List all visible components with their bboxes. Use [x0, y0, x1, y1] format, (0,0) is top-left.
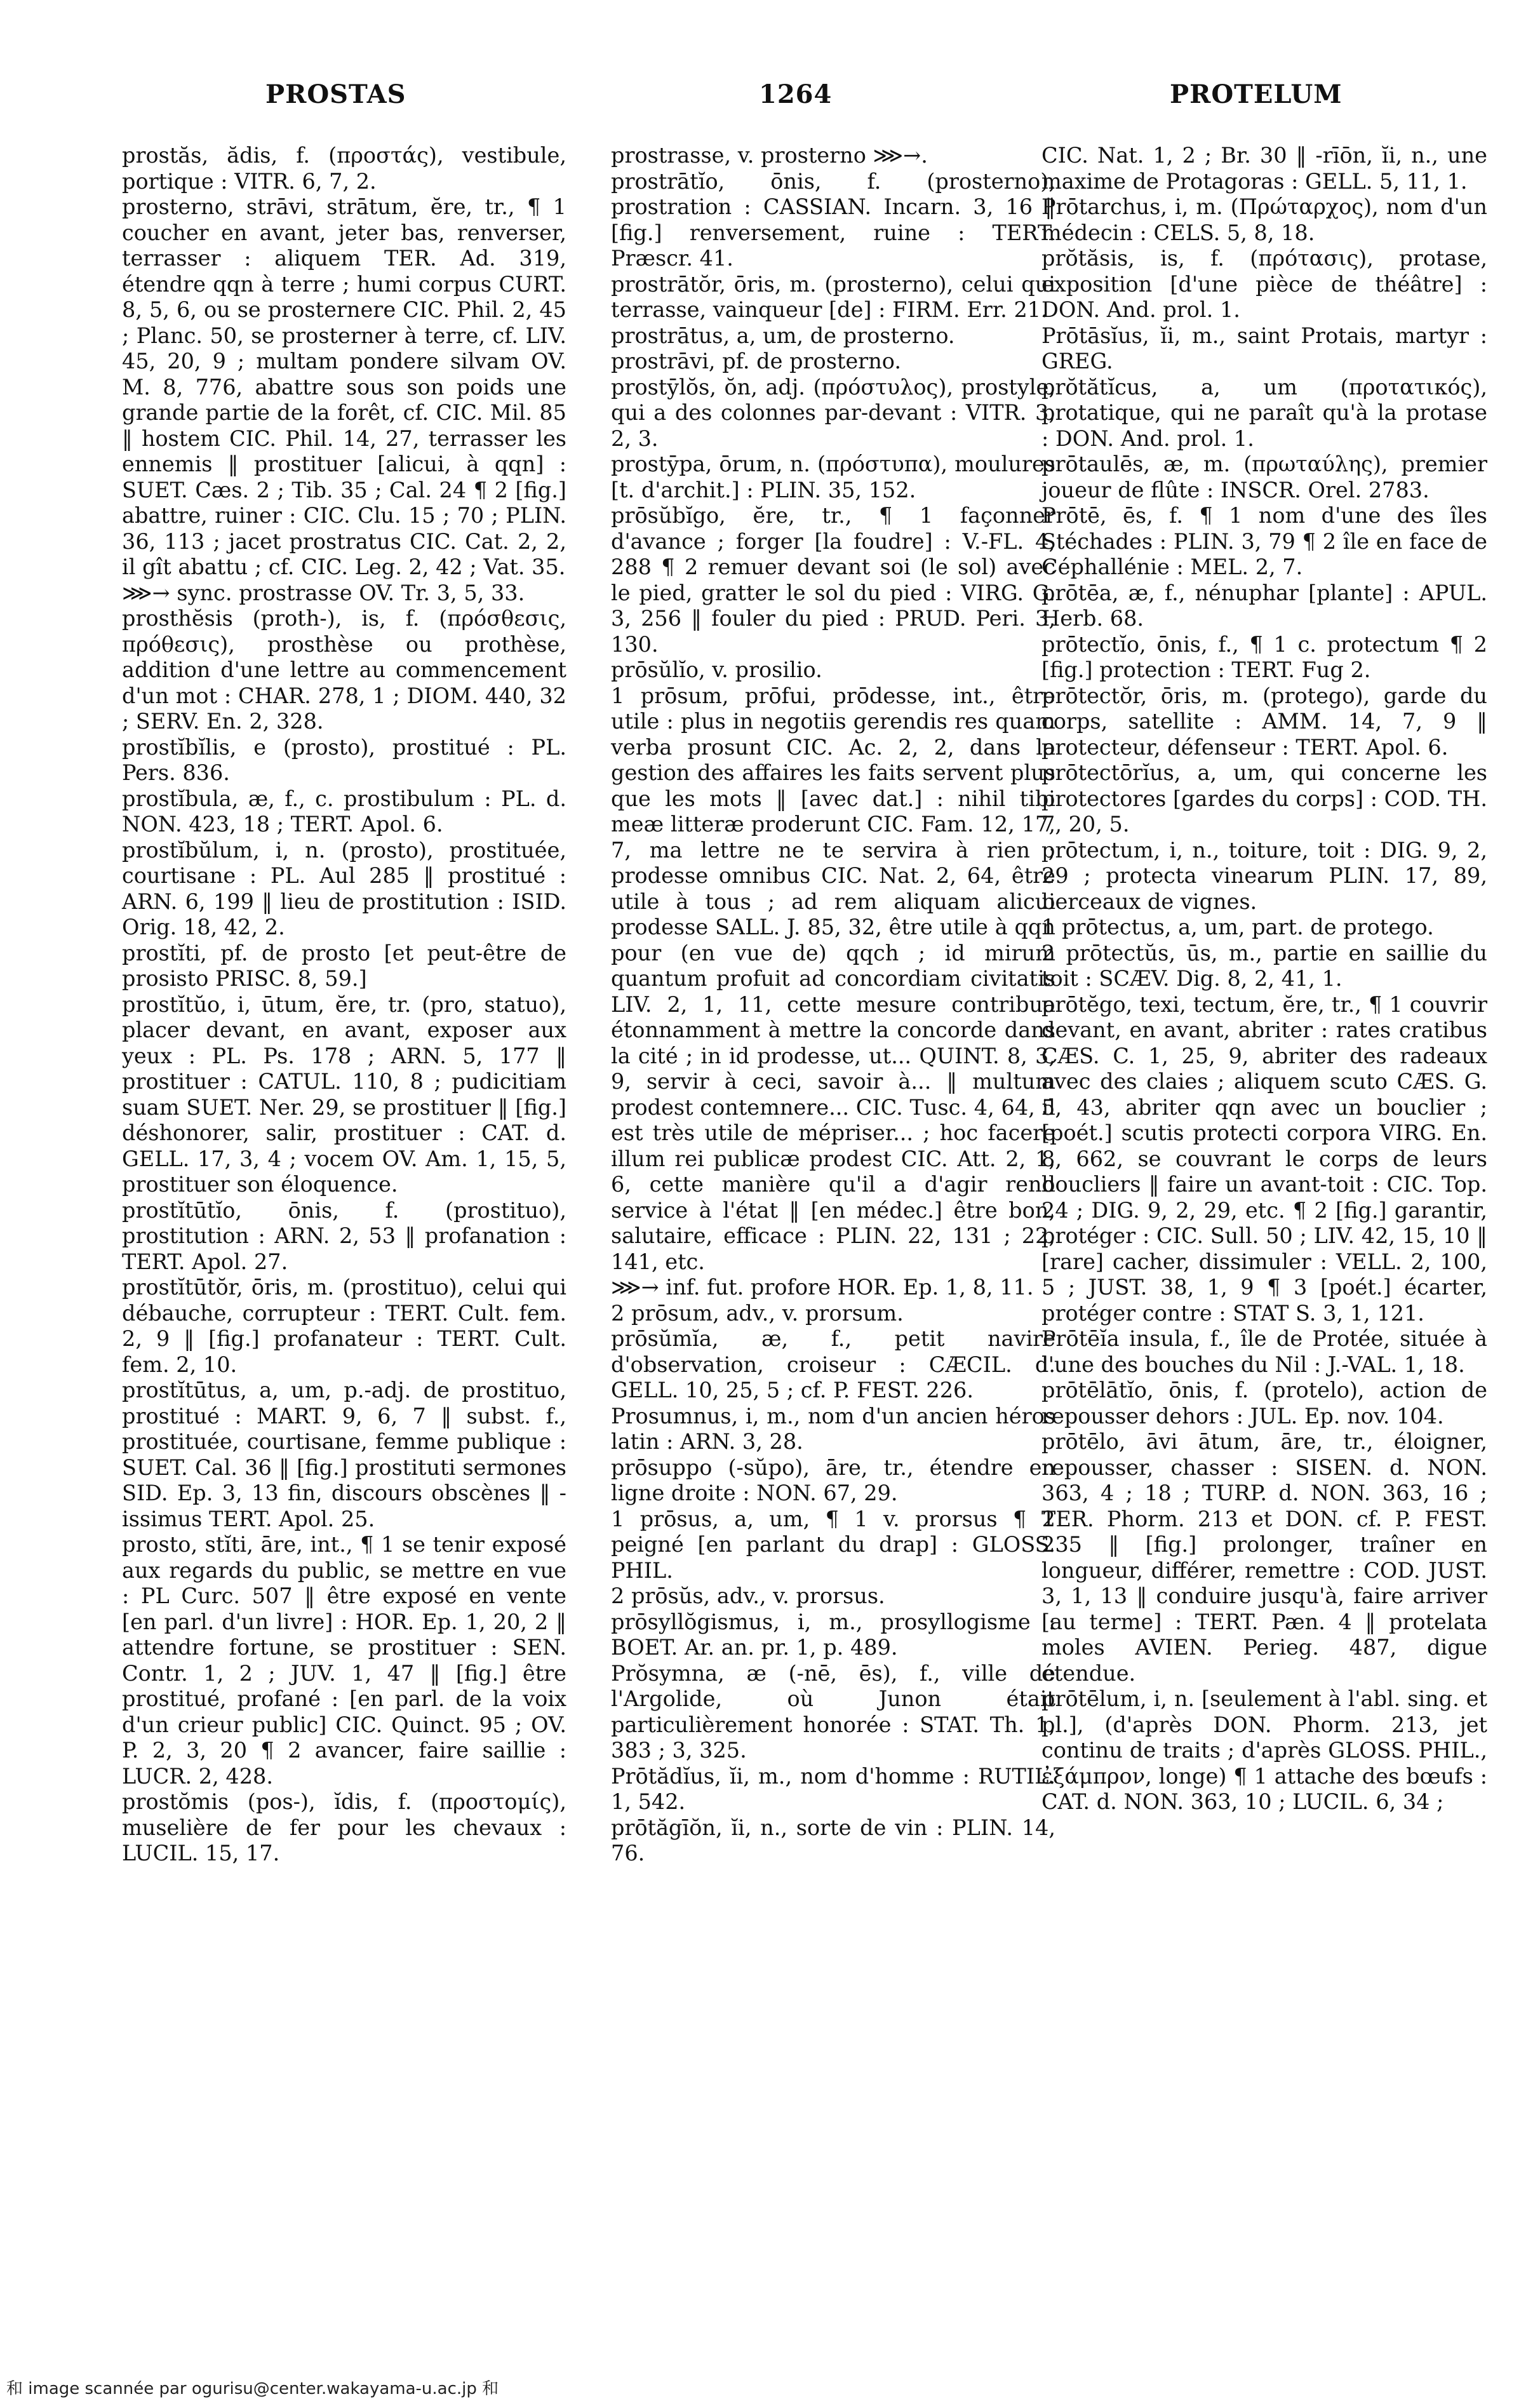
- dictionary-entry: prōtectŏr, ōris, m. (protego), garde du corps, satellite : AMM. 14, 7, 9 ‖ protecteur, défenseur : TERT. Apol. 6.: [1041, 683, 1487, 760]
- dictionary-entry: prostrātŏr, ōris, m. (prosterno), celui qui terrasse, vainqueur [de] : FIRM. Err. 21.: [611, 271, 1055, 322]
- dictionary-entry: 2 prōtectŭs, ūs, m., partie en saillie du toit : SCÆV. Dig. 8, 2, 41, 1.: [1041, 940, 1487, 991]
- dictionary-entry: prōsŭlĭo, v. prosilio.: [611, 657, 822, 682]
- column-middle: [611, 143, 1055, 1867]
- dictionary-entry: prostrasse, v. prosterno ⋙→.: [611, 143, 928, 168]
- dictionary-entry: prōtăgīŏn, ĭi, n., sorte de vin : PLIN. 14, 76.: [611, 1815, 1055, 1865]
- dictionary-entry: prōtectōrĭus, a, um, qui concerne les protectores [gardes du corps] : COD. TH. 7, 20, 5.: [1041, 760, 1487, 837]
- dictionary-entry: prostĭtūtĭo, ōnis, f. (prostituo), prostitution : ARN. 2, 53 ‖ profanation : TERT. Apol. 27.: [122, 1197, 566, 1274]
- dictionary-entry: ⋙→ inf. fut. profore HOR. Ep. 1, 8, 11.: [611, 1275, 1034, 1300]
- dictionary-entry: prōtēa, æ, f., nénuphar [plante] : APUL. Herb. 68.: [1041, 580, 1487, 631]
- dictionary-entry: 2 prōsum, adv., v. prorsum.: [611, 1300, 904, 1326]
- dictionary-entry: prostĭtūtus, a, um, p.-adj. de prostituo, prostitué : MART. 9, 6, 7 ‖ subst. f., prostituée, courtisane, femme publique : SUET. Cal. 36 ‖ [fig.] prostituti sermones SID. Ep. 3, 13 fin, discours obscènes ‖ -issimus TERT. Apol. 25.: [122, 1378, 566, 1531]
- dictionary-entry: prōsŭmĭa, æ, f., petit navire d'observation, croiseur : CÆCIL. d. GELL. 10, 25, 5 ; cf. P. FEST. 226.: [611, 1326, 1055, 1402]
- running-head-first-word: PROSTAS: [265, 79, 406, 109]
- dictionary-entry: prostrāvi, pf. de prosterno.: [611, 349, 901, 373]
- dictionary-entry: Prōtāsĭus, ĭi, m., saint Protais, martyr : GREG.: [1041, 323, 1487, 373]
- dictionary-entry: Prōtădĭus, ĭi, m., nom d'homme : RUTIL. 1, 542.: [611, 1763, 1055, 1814]
- dictionary-entry: prostĭtŭo, i, ūtum, ĕre, tr. (pro, statuo), placer devant, en avant, exposer aux yeux : PL. Ps. 178 ; ARN. 5, 177 ‖ prostituer : CATUL. 110, 8 ; pudicitiam suam SUET. Ner. 29, se prostituer ‖ [fig.] déshonorer, salir, prostituer : CAT. d. GELL. 17, 3, 4 ; vocem OV. Am. 1, 15, 5, prostituer son éloquence.: [122, 991, 566, 1197]
- dictionary-entry: CIC. Nat. 1, 2 ; Br. 30 ‖ -rīōn, ĭi, n., une maxime de Protagoras : GELL. 5, 11, 1.: [1041, 143, 1487, 194]
- dictionary-entry: prostăs, ădis, f. (προστάς), vestibule, portique : VITR. 6, 7, 2.: [122, 143, 566, 194]
- dictionary-entry: prōsŭbĭgo, ĕre, tr., ¶ 1 façonner d'avance ; forger [la foudre] : V.-FL. 4, 288 ¶ 2 remuer devant soi (le sol) avec le pied, gratter le sol du pied : VIRG. G. 3, 256 ‖ fouler du pied : PRUD. Peri. 3, 130.: [611, 503, 1055, 657]
- dictionary-entry: prostȳlŏs, ŏn, adj. (πρόστυλος), prostyle, qui a des colonnes par-devant : VITR. 3, 2, 3.: [611, 374, 1055, 451]
- dictionary-entry: 2 prōsŭs, adv., v. prorsus.: [611, 1583, 885, 1608]
- dictionary-entry: prōtaulēs, æ, m. (πρωταύλης), premier joueur de flûte : INSCR. Orel. 2783.: [1041, 452, 1487, 502]
- dictionary-entry: 1 prōsum, prōfui, prōdesse, int., être utile : plus in negotiis gerendis res quam verba prosunt CIC. Ac. 2, 2, dans la gestion des affaires les faits servent plus que les mots ‖ [avec dat.] : nihil tibi meæ litteræ proderunt CIC. Fam. 12, 17, 7, ma lettre ne te servira à rien ; prodesse omnibus CIC. Nat. 2, 64, être utile à tous ; ad rem aliquam alicui prodesse SALL. J. 85, 32, être utile à qqn pour (en vue de) qqch ; id mirum quantum profuit ad concordiam civitatis LIV. 2, 1, 11, cette mesure contribua étonnamment à mettre la concorde dans la cité ; in id prodesse, ut... QUINT. 8, 3, 9, servir à ceci, savoir à... ‖ multum prodest contemnere... CIC. Tusc. 4, 64, il est très utile de mépriser... ; hoc facere illum rei publicæ prodest CIC. Att. 2, 1, 6, cette manière qu'il a d'agir rend service à l'état ‖ [en médec.] être bon, salutaire, efficace : PLIN. 22, 131 ; 22, 141, etc.: [611, 683, 1055, 1274]
- dictionary-entry: Prōtarchus, i, m. (Πρώταρχος), nom d'un médecin : CELS. 5, 8, 18.: [1041, 194, 1487, 245]
- dictionary-entry: prōtectum, i, n., toiture, toit : DIG. 9, 2, 29 ; protecta vinearum PLIN. 17, 89, berceaux de vignes.: [1041, 837, 1487, 914]
- dictionary-entry: prostȳpa, ōrum, n. (πρόστυπα), moulures [t. d'archit.] : PLIN. 35, 152.: [611, 452, 1055, 502]
- scan-credit-footer: 和 image scannée par ogurisu@center.wakayama-u.ac.jp 和: [6, 2379, 499, 2398]
- dictionary-entry: prosthĕsis (proth-), is, f. (πρόσθεσις, πρόθεσις), prosthèse ou prothèse, addition d'une lettre au commencement d'un mot : CHAR. 278, 1 ; DIOM. 440, 32 ; SERV. En. 2, 328.: [122, 606, 566, 734]
- dictionary-entry: prostĭtūtŏr, ōris, m. (prostituo), celui qui débauche, corrupteur : TERT. Cult. fem. 2, 9 ‖ [fig.] profanateur : TERT. Cult. fem. 2, 10.: [122, 1275, 566, 1377]
- running-head-last-word: PROTELUM: [1170, 79, 1342, 109]
- dictionary-entry: prostĭbĭlis, e (prosto), prostitué : PL. Pers. 836.: [122, 734, 566, 785]
- dictionary-entry: prostĭbula, æ, f., c. prostibulum : PL. d. NON. 423, 18 ; TERT. Apol. 6.: [122, 786, 566, 837]
- dictionary-entry: prōtēlo, āvi ātum, āre, tr., éloigner, repousser, chasser : SISEN. d. NON. 363, 4 ; 18 ; TURP. d. NON. 363, 16 ; TER. Phorm. 213 et DON. cf. P. FEST. 235 ‖ [fig.] prolonger, traîner en longueur, différer, remettre : COD. JUST. 3, 1, 13 ‖ conduire jusqu'à, faire arriver [au terme] : TERT. Pæn. 4 ‖ protelata moles AVIEN. Perieg. 487, digue étendue.: [1041, 1429, 1487, 1686]
- dictionary-entry: Prōtē, ēs, f. ¶ 1 nom d'une des îles Stéchades : PLIN. 3, 79 ¶ 2 île en face de Céphallénie : MEL. 2, 7.: [1041, 503, 1487, 579]
- dictionary-entry: ⋙→ sync. prostrasse OV. Tr. 3, 5, 33.: [122, 580, 525, 605]
- dictionary-entry: prostĭti, pf. de prosto [et peut-être de prosisto PRISC. 8, 59.]: [122, 940, 566, 991]
- dictionary-entry: prōtectĭo, ōnis, f., ¶ 1 c. protectum ¶ 2 [fig.] protection : TERT. Fug 2.: [1041, 631, 1487, 682]
- dictionary-entry: prŏtătĭcus, a, um (προτατικός), protatique, qui ne paraît qu'à la protase : DON. And. prol. 1.: [1041, 374, 1487, 451]
- dictionary-entry: 1 prōsus, a, um, ¶ 1 v. prorsus ¶ 2 peigné [en parlant du drap] : GLOSS. PHIL.: [611, 1506, 1055, 1583]
- running-head: [0, 79, 1540, 130]
- dictionary-entry: 1 prōtectus, a, um, part. de protego.: [1041, 915, 1434, 939]
- dictionary-entry: prōtĕgo, texi, tectum, ĕre, tr., ¶ 1 couvrir devant, en avant, abriter : rates cratibus CÆS. C. 1, 25, 9, abriter des radeaux avec des claies ; aliquem scuto CÆS. G. 5, 43, abriter qqn avec un bouclier ; [poét.] scutis protecti corpora VIRG. En. 8, 662, se couvrant le corps de leurs boucliers ‖ faire un avant-toit : CIC. Top. 24 ; DIG. 9, 2, 29, etc. ¶ 2 [fig.] garantir, protéger : CIC. Sull. 50 ; LIV. 42, 15, 10 ‖ [rare] cacher, dissimuler : VELL. 2, 100, 5 ; JUST. 38, 1, 9 ¶ 3 [poét.] écarter, protéger contre : STAT S. 3, 1, 121.: [1041, 991, 1487, 1326]
- dictionary-entry: prōtēlum, i, n. [seulement à l'abl. sing. et pl.], (d'après DON. Phorm. 213, jet continu de traits ; d'après GLOSS. PHIL., ἐξάμπρον, longe) ¶ 1 attache des bœufs : CAT. d. NON. 363, 10 ; LUCIL. 6, 34 ;: [1041, 1686, 1487, 1814]
- dictionary-entry: prŏtăsis, is, f. (πρότασις), protase, exposition [d'une pièce de théâtre] : DON. And. prol. 1.: [1041, 246, 1487, 322]
- dictionary-entry: prosto, stĭti, āre, int., ¶ 1 se tenir exposé aux regards du public, se mettre en vue : PL Curc. 507 ‖ être exposé en vente [en parl. d'un livre] : HOR. Ep. 1, 20, 2 ‖ attendre fortune, se prostituer : SEN. Contr. 1, 2 ; JUV. 1, 47 ‖ [fig.] être prostitué, profané : [en parl. de la voix d'un crieur public] CIC. Quinct. 95 ; OV. P. 2, 3, 20 ¶ 2 avancer, faire saillie : LUCR. 2, 428.: [122, 1532, 566, 1789]
- dictionary-entry: prosterno, strāvi, strātum, ĕre, tr., ¶ 1 coucher en avant, jeter bas, renverser, terrasser : aliquem TER. Ad. 319, étendre qqn à terre ; humi corpus CURT. 8, 5, 6, ou se prosternere CIC. Phil. 2, 45 ; Planc. 50, se prosterner à terre, cf. LIV. 45, 20, 9 ; multam pondere silvam OV. M. 8, 776, abattre sous son poids une grande partie de la forêt, cf. CIC. Mil. 85 ‖ hostem CIC. Phil. 14, 27, terrasser les ennemis ‖ prostituer [alicui, à qqn] : SUET. Cæs. 2 ; Tib. 35 ; Cal. 24 ¶ 2 [fig.] abattre, ruiner : CIC. Clu. 15 ; 70 ; PLIN. 36, 113 ; jacet prostratus CIC. Cat. 2, 2, il gît abattu ; cf. CIC. Leg. 2, 42 ; Vat. 35.: [122, 194, 566, 579]
- column-right: [1041, 143, 1487, 1815]
- page-number: 1264: [759, 79, 833, 109]
- dictionary-entry: prōsuppo (-sŭpo), āre, tr., étendre en ligne droite : NON. 67, 29.: [611, 1455, 1055, 1505]
- dictionary-entry: Prosumnus, i, m., nom d'un ancien héros latin : ARN. 3, 28.: [611, 1403, 1055, 1454]
- dictionary-entry: prostrātus, a, um, de prosterno.: [611, 323, 955, 348]
- column-left: [122, 143, 566, 1867]
- dictionary-entry: prōsyllŏgismus, i, m., prosyllogisme : BOET. Ar. an. pr. 1, p. 489.: [611, 1609, 1055, 1660]
- dictionary-entry: prōtēlātĭo, ōnis, f. (protelo), action de repousser dehors : JUL. Ep. nov. 104.: [1041, 1378, 1487, 1428]
- dictionary-entry: Prŏsymna, æ (-nē, ēs), f., ville de l'Argolide, où Junon était particulièrement honorée : STAT. Th. 1, 383 ; 3, 325.: [611, 1660, 1055, 1763]
- dictionary-entry: prostĭbŭlum, i, n. (prosto), prostituée, courtisane : PL. Aul 285 ‖ prostitué : ARN. 6, 199 ‖ lieu de prostitution : ISID. Orig. 18, 42, 2.: [122, 837, 566, 939]
- dictionary-entry: prostrātĭo, ōnis, f. (prosterno), prostration : CASSIAN. Incarn. 3, 16 ‖ [fig.] renversement, ruine : TERT. Præscr. 41.: [611, 168, 1055, 271]
- dictionary-entry: prostŏmis (pos-), ĭdis, f. (προστομίς), muselière de fer pour les chevaux : LUCIL. 15, 17.: [122, 1789, 566, 1865]
- dictionary-entry: Prōtēĭa insula, f., île de Protée, située à l'une des bouches du Nil : J.-VAL. 1, 18.: [1041, 1326, 1487, 1377]
